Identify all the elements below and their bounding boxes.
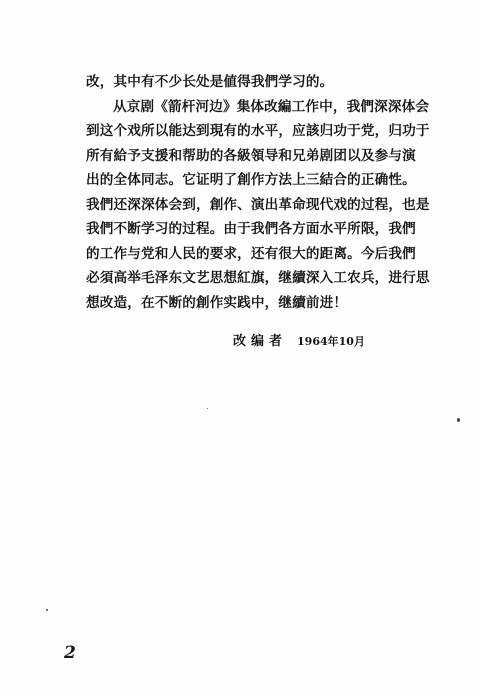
text-line: 我們还深深体会到，創作、演出革命现代戏的过程，也是	[86, 196, 430, 213]
page-number: 2	[64, 643, 76, 663]
preface-text	[86, 70, 432, 315]
text-line: 我們不断学习的过程。由于我們各方面水平所限，我們	[86, 221, 416, 237]
text-line: 出的全体同志。它证明了創作方法上三結合的正确性。	[86, 172, 416, 188]
text-line: 想改造，在不断的創作实践中，继續前进！	[86, 294, 348, 311]
scan-speck	[457, 418, 460, 422]
text-line: 的工作与党和人民的要求，还有很大的距离。今后我們	[86, 245, 416, 262]
signature-author: 改编者	[233, 334, 288, 349]
signature-date: 1964年10月	[297, 335, 365, 348]
text-line: 到这个戏所以能达到現有的水平，应該归功于党，归功于	[86, 123, 430, 139]
scan-speck	[207, 408, 208, 409]
text-line: 从京剧《箭杆河边》集体改編工作中，我們深深体会	[113, 98, 430, 115]
text-line: 所有給予支援和帮助的各級領导和兄弟剧团以及参与演	[86, 147, 416, 164]
signature	[233, 330, 365, 349]
text-line: 改，其中有不少长处是値得我們学习的。	[86, 74, 334, 90]
scan-speck	[46, 609, 48, 611]
text-line: 必須高举毛泽东文艺思想紅旗，继續深入工农兵，进行思	[86, 270, 430, 286]
